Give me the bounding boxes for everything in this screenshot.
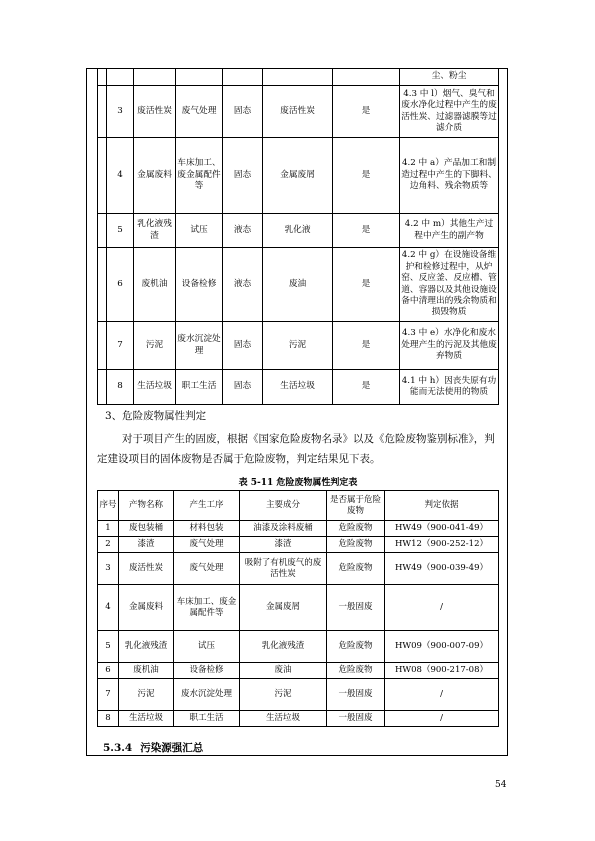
component: 生活垃圾: [263, 370, 333, 405]
process: [176, 69, 223, 86]
waste-name: 生活垃圾: [134, 370, 176, 405]
cell: 废油: [240, 663, 327, 679]
cell: 危险废物: [327, 553, 385, 585]
basis: 尘、粉尘: [400, 69, 499, 86]
waste-name: 废活性炭: [134, 86, 176, 138]
is-solid-waste: 是: [333, 214, 400, 248]
cell: 乳化液残渣: [119, 631, 174, 663]
waste-name: 乳化液残渣: [134, 214, 176, 248]
cell: 废活性炭: [119, 553, 174, 585]
cell: 一般固废: [327, 711, 385, 727]
state: 固态: [223, 322, 263, 370]
is-solid-waste: 是: [333, 86, 400, 138]
cell: HW09（900-007-09）: [385, 631, 499, 663]
basis: 4.2 中 m）其他生产过程中产生的副产物: [400, 214, 499, 248]
is-solid-waste: 是: [333, 370, 400, 405]
cell: 危险废物: [327, 663, 385, 679]
cell: HW12（900-252-12）: [385, 537, 499, 553]
table-row: [98, 553, 499, 585]
basis: 4.3 中 l）烟气、臭气和废水净化过程中产生的废活性炭、过滤器滤膜等过滤介质: [400, 86, 499, 138]
component: [263, 69, 333, 86]
table-row: [98, 631, 499, 663]
basis: 4.2 中 g）在设施设备维护和检修过程中，从炉窑、反应釜、反应槽、管道、容器以及其他设施设备中清理出的残余物质和损毁物质: [400, 248, 499, 322]
process: 废气处理: [176, 86, 223, 138]
table-row: [98, 521, 499, 537]
is-solid-waste: 是: [333, 248, 400, 322]
table-row: [98, 86, 499, 138]
empty-cell: [98, 248, 107, 322]
cell: 5: [98, 631, 119, 663]
waste-name: [134, 69, 176, 86]
state: 固态: [223, 86, 263, 138]
cell: 1: [98, 521, 119, 537]
cell: /: [385, 711, 499, 727]
cell: 危险废物: [327, 631, 385, 663]
cell: 职工生活: [174, 711, 240, 727]
cell: 2: [98, 537, 119, 553]
cell: 一般固废: [327, 585, 385, 631]
table-row: [98, 69, 499, 86]
cell: HW49（900-041-49）: [385, 521, 499, 537]
process: 职工生活: [176, 370, 223, 405]
table-row: [98, 370, 499, 405]
cell: HW49（900-039-49）: [385, 553, 499, 585]
cell: 危险废物: [327, 537, 385, 553]
cell: /: [385, 585, 499, 631]
header-cell: 判定依据: [385, 491, 499, 521]
empty-cell: [98, 370, 107, 405]
basis: 4.1 中 h）因丧失原有功能而无法使用的物质: [400, 370, 499, 405]
row-number: 6: [107, 248, 134, 322]
cell: HW08（900-217-08）: [385, 663, 499, 679]
cell: 危险废物: [327, 521, 385, 537]
cell: 生活垃圾: [119, 711, 174, 727]
row-number: 4: [107, 138, 134, 214]
cell: 漆渣: [240, 537, 327, 553]
table-caption: 表 5-11 危险废物属性判定表: [238, 478, 358, 488]
cell: 车床加工、废金属配件等: [174, 585, 240, 631]
content-frame: [86, 68, 508, 756]
table-row: [98, 663, 499, 679]
section-title: 污染源强汇总: [140, 742, 204, 754]
page-number: 54: [495, 780, 507, 790]
cell: 油漆及涂料废桶: [240, 521, 327, 537]
waste-name: 废机油: [134, 248, 176, 322]
row-number: [107, 69, 134, 86]
cell: 废气处理: [174, 537, 240, 553]
solid-waste-attribute-table: [97, 68, 499, 405]
process: 设备检修: [176, 248, 223, 322]
state: 固态: [223, 370, 263, 405]
section-number: 5.3.4: [103, 742, 133, 754]
cell: 污泥: [119, 679, 174, 711]
row-number: 8: [107, 370, 134, 405]
header-cell: 产物名称: [119, 491, 174, 521]
subsection-label: 3、危险废物属性判定: [105, 410, 207, 422]
empty-cell: [98, 322, 107, 370]
state: [223, 69, 263, 86]
cell: 吸附了有机废气的废活性炭: [240, 553, 327, 585]
component: 污泥: [263, 322, 333, 370]
state: 固态: [223, 138, 263, 214]
table-row: [98, 679, 499, 711]
header-cell: 主要成分: [240, 491, 327, 521]
cell: 7: [98, 679, 119, 711]
cell: 设备检修: [174, 663, 240, 679]
empty-cell: [98, 86, 107, 138]
process: 车床加工、废金属配件等: [176, 138, 223, 214]
cell: 生活垃圾: [240, 711, 327, 727]
cell: 废气处理: [174, 553, 240, 585]
table-row: [98, 322, 499, 370]
cell: 乳化液残渣: [240, 631, 327, 663]
cell: 6: [98, 663, 119, 679]
empty-cell: [98, 138, 107, 214]
empty-cell: [98, 69, 107, 86]
table-row: [98, 537, 499, 553]
is-solid-waste: 是: [333, 138, 400, 214]
cell: 废水沉淀处理: [174, 679, 240, 711]
cell: 8: [98, 711, 119, 727]
process: 试压: [176, 214, 223, 248]
state: 液态: [223, 248, 263, 322]
is-solid-waste: 是: [333, 322, 400, 370]
component: 乳化液: [263, 214, 333, 248]
cell: /: [385, 679, 499, 711]
process: 废水沉淀处理: [176, 322, 223, 370]
is-solid-waste: [333, 69, 400, 86]
header-cell: 产生工序: [174, 491, 240, 521]
body-paragraph: 对于项目产生的固废，根据《国家危险废物名录》以及《危险废物鉴别标准》，判定建设项目的固体废物是否属于危险废物，判定结果见下表。: [97, 433, 495, 465]
cell: 污泥: [240, 679, 327, 711]
section-heading: [103, 740, 211, 755]
basis: 4.2 中 a）产品加工和制造过程中产生的下脚料、边角料、残余物质等: [400, 138, 499, 214]
cell: 3: [98, 553, 119, 585]
cell: 漆渣: [119, 537, 174, 553]
cell: 金属废料: [119, 585, 174, 631]
row-number: 7: [107, 322, 134, 370]
hazardous-waste-table: [97, 490, 499, 727]
cell: 材料包装: [174, 521, 240, 537]
table-row: [98, 711, 499, 727]
waste-name: 污泥: [134, 322, 176, 370]
state: 液态: [223, 214, 263, 248]
cell: 4: [98, 585, 119, 631]
table-header-row: [98, 491, 499, 521]
cell: 试压: [174, 631, 240, 663]
waste-name: 金属废料: [134, 138, 176, 214]
component: 废活性炭: [263, 86, 333, 138]
cell: 一般固废: [327, 679, 385, 711]
cell: 废包装桶: [119, 521, 174, 537]
table-row: [98, 138, 499, 214]
header-cell: 序号: [98, 491, 119, 521]
table-row: [98, 248, 499, 322]
component: 金属废屑: [263, 138, 333, 214]
header-cell: 是否属于危险废物: [327, 491, 385, 521]
row-number: 3: [107, 86, 134, 138]
table-row: [98, 214, 499, 248]
cell: 废机油: [119, 663, 174, 679]
empty-cell: [98, 214, 107, 248]
component: 废油: [263, 248, 333, 322]
cell: 金属废屑: [240, 585, 327, 631]
row-number: 5: [107, 214, 134, 248]
basis: 4.3 中 e）水净化和废水处理产生的污泥及其他废弃物质: [400, 322, 499, 370]
table-row: [98, 585, 499, 631]
